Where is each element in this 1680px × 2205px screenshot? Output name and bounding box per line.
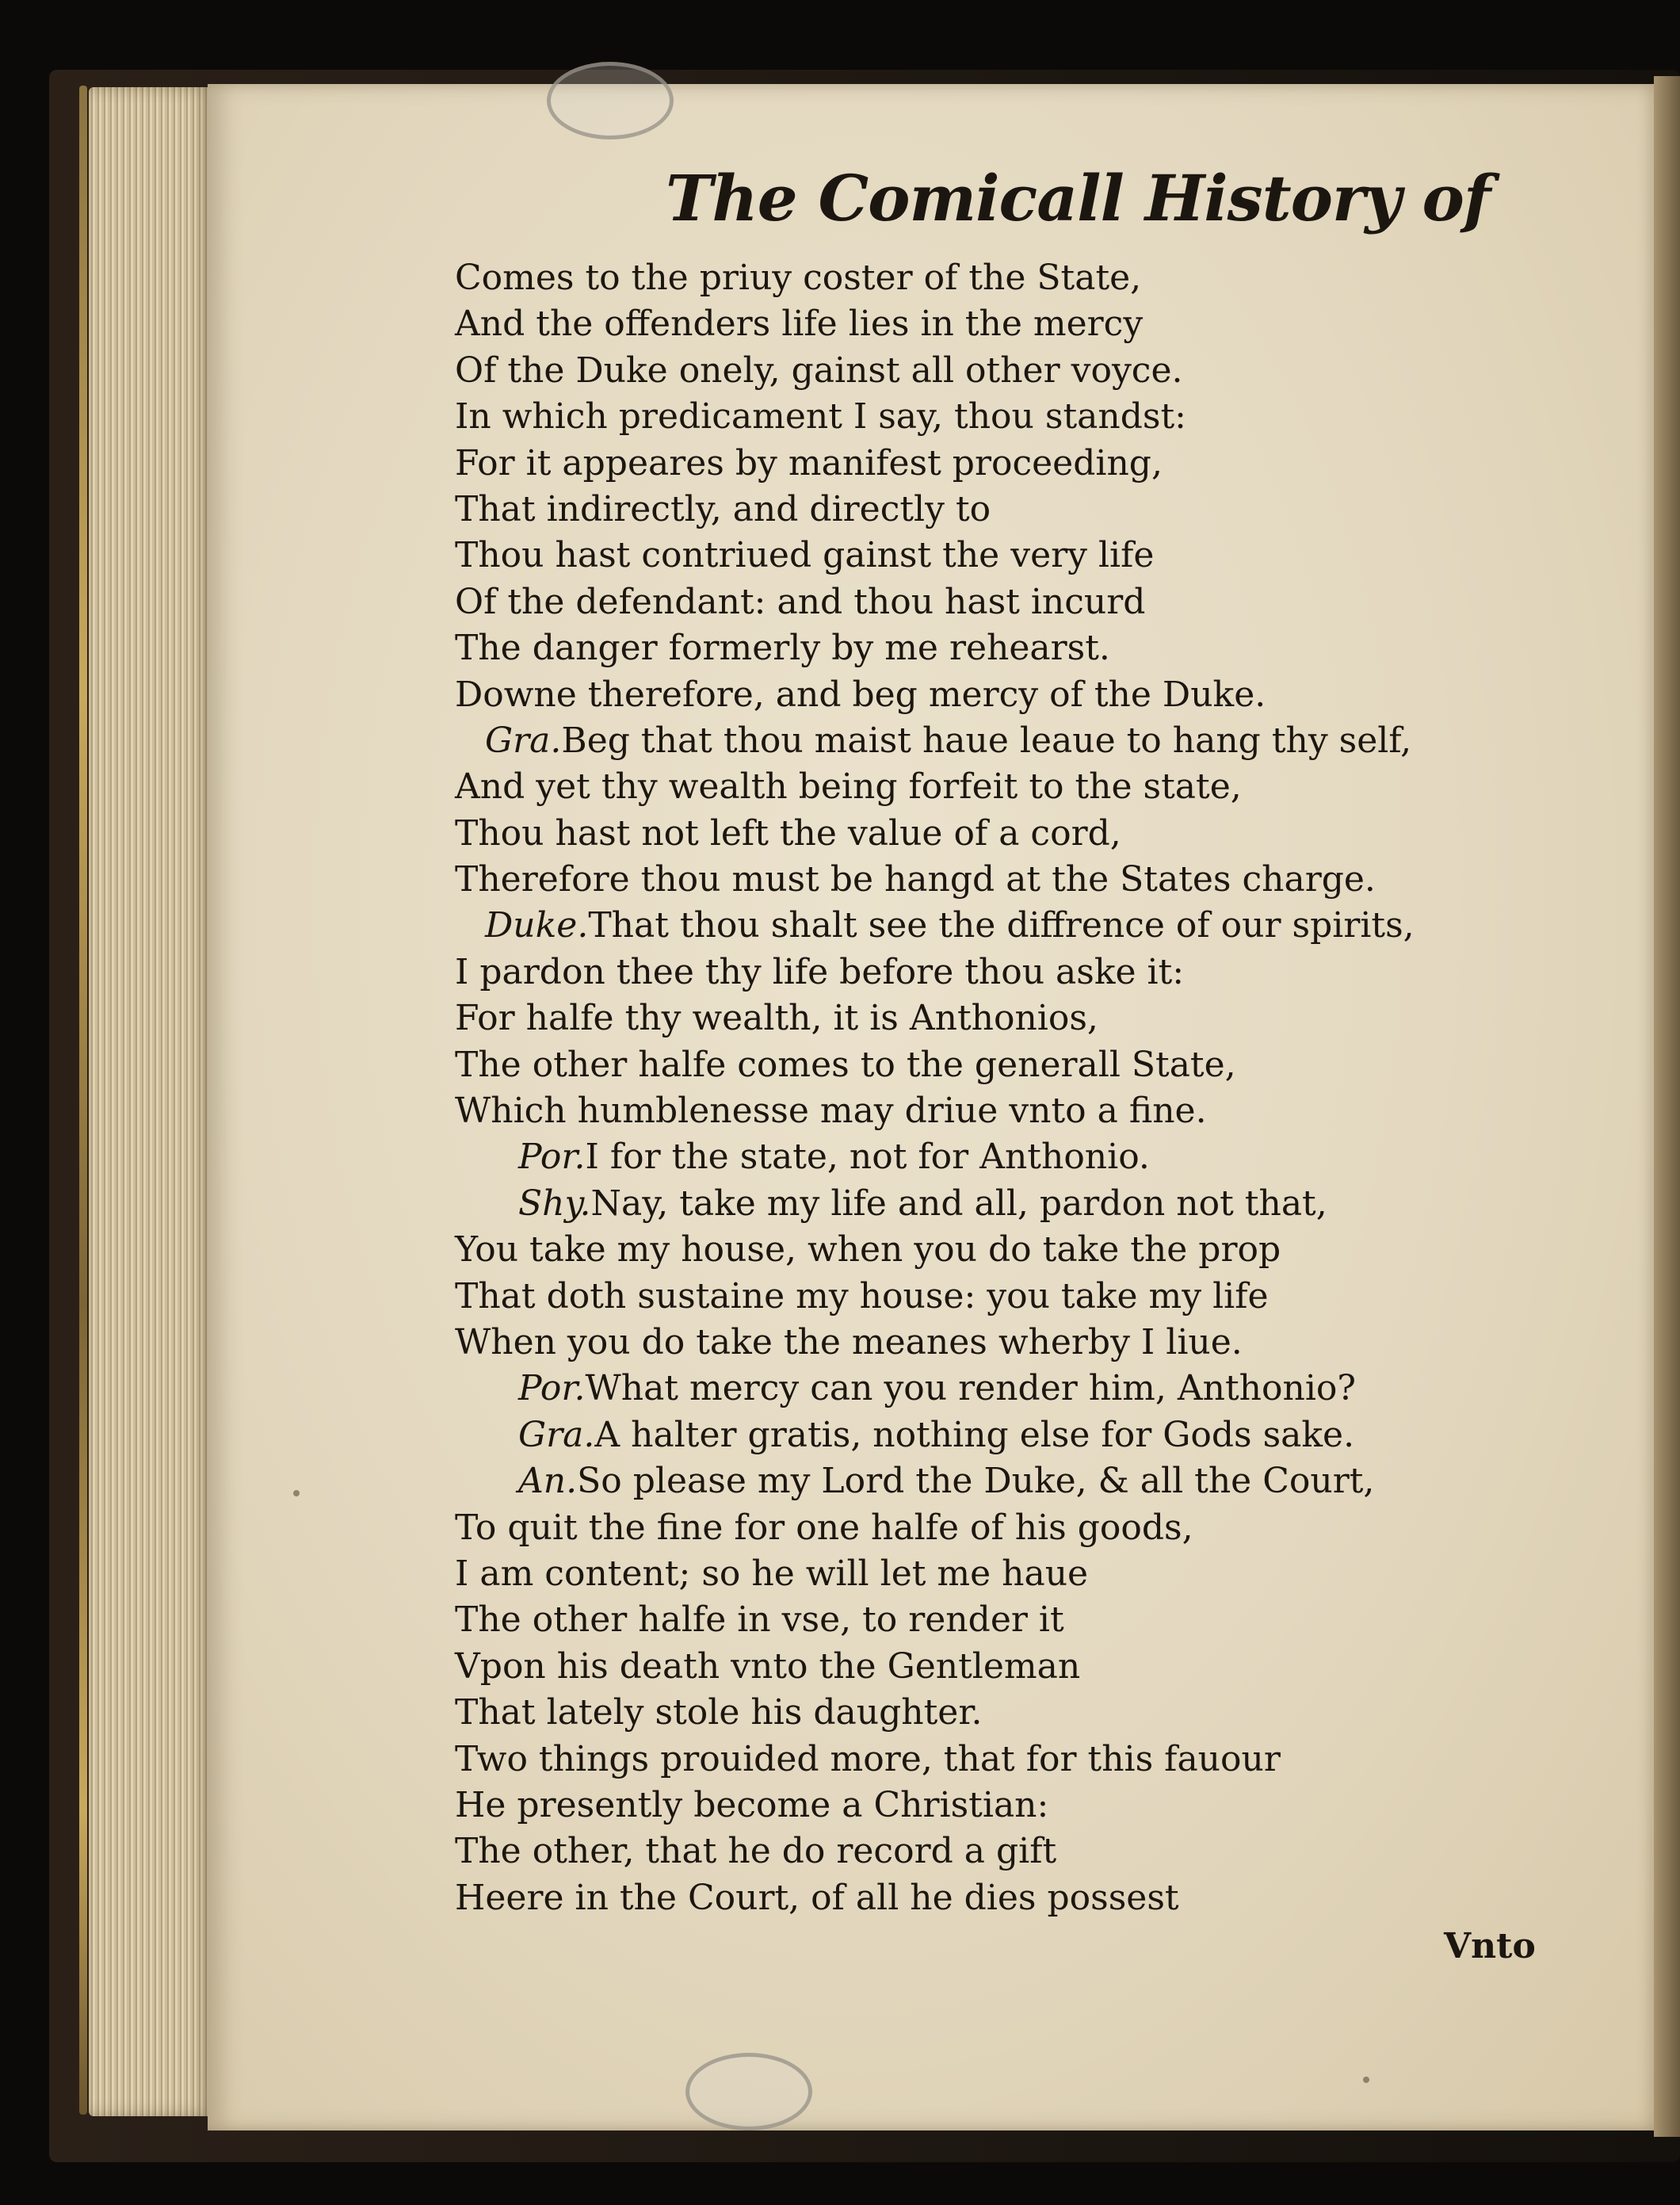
verse-line [455,1644,1485,1690]
line-text: Vpon his death vnto the Gentleman [455,1645,1081,1687]
verse-line [455,1088,1485,1134]
gilt-edge [79,86,87,2115]
line-text: You take my house, when you do take the prop [455,1229,1281,1271]
verse-line [455,1227,1485,1273]
line-text: Therefore thou must be hangd at the States charge. [455,859,1376,900]
verse-line [455,950,1485,995]
line-text: To quit the fine for one halfe of his goods, [455,1507,1193,1548]
speaker-prefix: Shy. [518,1183,591,1224]
verse-line [455,1875,1485,1921]
verse-line [455,903,1485,949]
page-clip-top [547,62,674,139]
verse-line [455,995,1485,1041]
line-text: I am content; so he will let me haue [455,1553,1089,1594]
catchword: Vnto [1444,1926,1536,1966]
line-text: Thou hast not left the value of a cord, [455,812,1121,854]
verse-line [455,1320,1485,1366]
line-text: Thou hast contriued gainst the very life [455,535,1155,576]
verse-line [455,533,1485,579]
verse-line [455,1690,1485,1736]
line-text: Of the defendant: and thou hast incurd [455,581,1146,622]
line-text: For it appeares by manifest proceeding, [455,442,1163,483]
verse-line [455,764,1485,810]
line-text: For halfe thy wealth, it is Anthonios, [455,998,1098,1039]
verse-line [455,625,1485,671]
line-text: I pardon thee thy life before thou aske it: [455,951,1185,992]
verse-line [455,1181,1485,1227]
verse-line [455,1042,1485,1088]
line-text: That indirectly, and directly to [455,488,991,529]
verse-text [455,255,1485,1921]
verse-line [455,394,1485,440]
line-text: Beg that thou maist haue leaue to hang thy self, [561,720,1412,761]
verse-line [455,1134,1485,1180]
line-text: Two things prouided more, that for this fauour [455,1738,1281,1779]
page-clip-bottom [685,2053,812,2130]
line-text: What mercy can you render him, Anthonio? [585,1368,1356,1409]
speaker-prefix: Gra. [485,720,562,761]
line-text: And the offenders life lies in the mercy [455,304,1144,345]
speaker-prefix: Gra. [518,1414,595,1455]
line-text: That thou shalt see the diffrence of our spirits, [588,905,1415,946]
line-text: Nay, take my life and all, pardon not that, [590,1183,1327,1224]
line-text: He presently become a Christian: [455,1784,1049,1825]
verse-line [455,1551,1485,1597]
line-text: The other, that he do record a gift [455,1831,1057,1872]
verse-line [455,811,1485,857]
page-edges [89,87,216,2116]
verse-line [455,1274,1485,1320]
verse-line [455,1737,1485,1783]
facing-page-edge [1654,76,1680,2137]
line-text: Comes to the priuy coster of the State, [455,258,1142,298]
verse-line [455,1597,1485,1643]
verse-line [455,1505,1485,1551]
verse-line [455,857,1485,903]
verse-line [455,487,1485,533]
ink-speck [1363,2077,1369,2083]
speaker-prefix: Por. [518,1137,586,1178]
line-text: In which predicament I say, thou standst: [455,396,1186,438]
speaker-prefix: Duke. [485,905,589,946]
verse-line [455,301,1485,347]
line-text: Downe therefore, and beg mercy of the Duke. [455,674,1266,715]
speaker-prefix: Por. [518,1368,586,1409]
verse-line [455,1783,1485,1829]
running-title: The Comicall History of [666,161,1491,235]
line-text: Of the Duke onely, gainst all other voyce. [455,350,1183,391]
ink-speck [293,1490,300,1496]
line-text: When you do take the meanes wherby I liue. [455,1321,1243,1362]
verse-line [455,441,1485,487]
verse-line [455,1366,1485,1412]
verse-line [455,672,1485,718]
line-text: And yet thy wealth being forfeit to the state, [455,766,1242,808]
line-text: So please my Lord the Duke, & all the Court, [577,1461,1375,1502]
line-text: I for the state, not for Anthonio. [585,1137,1150,1178]
verse-line [455,1458,1485,1504]
line-text: The other halfe comes to the generall State, [455,1044,1236,1085]
verse-line [455,348,1485,394]
line-text: A halter gratis, nothing else for Gods sake. [594,1414,1355,1455]
verse-line [455,579,1485,625]
line-text: Which humblenesse may driue vnto a fine. [455,1091,1207,1132]
speaker-prefix: An. [518,1461,578,1502]
verse-line [455,255,1485,301]
verse-line [455,1829,1485,1874]
line-text: The danger formerly by me rehearst. [455,628,1110,669]
verse-line [455,718,1485,764]
line-text: That doth sustaine my house: you take my life [455,1275,1269,1317]
line-text: The other halfe in vse, to render it [455,1599,1064,1641]
verse-line [455,1412,1485,1458]
line-text: Heere in the Court, of all he dies possest [455,1877,1179,1918]
line-text: That lately stole his daughter. [455,1692,983,1733]
